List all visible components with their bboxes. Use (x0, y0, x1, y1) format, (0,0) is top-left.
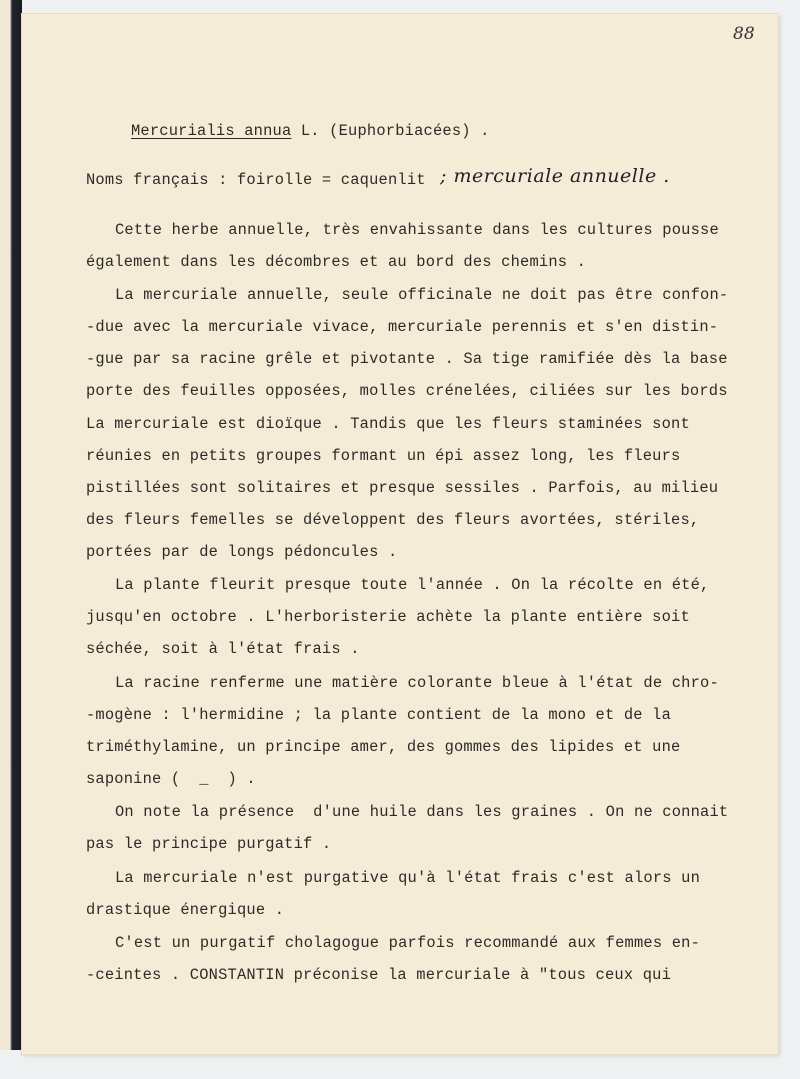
text-line: des fleurs femelles se développent des fleurs avortées, stériles, (86, 511, 700, 529)
french-names-handwritten: ; mercuriale annuelle . (440, 165, 670, 187)
text-line: C'est un purgatif cholagogue parfois recommandé aux femmes en- (115, 934, 701, 952)
book-spine (0, 0, 22, 1050)
text-line: également dans les décombres et au bord des chemins . (86, 253, 587, 271)
text-line: Cette herbe annuelle, très envahissante dans les cultures pousse (115, 221, 719, 239)
page-title (131, 121, 490, 141)
text-line: On note la présence d'une huile dans les graines . On ne connait (115, 803, 729, 821)
text-line: porte des feuilles opposées, molles crénelées, ciliées sur les bords (86, 382, 728, 400)
text-line: La mercuriale est dioïque . Tandis que les fleurs staminées sont (86, 415, 690, 433)
text-line: pas le principe purgatif . (86, 835, 332, 853)
text-line: drastique énergique . (86, 901, 285, 919)
text-line: portées par de longs pédoncules . (86, 543, 398, 561)
text-line: La mercuriale n'est purgative qu'à l'état frais c'est alors un (115, 869, 701, 887)
french-names-typed: Noms français : foirolle = caquenlit (86, 171, 426, 189)
text-line: -mogène : l'hermidine ; la plante contient de la mono et de la (86, 706, 672, 724)
text-line: pistillées sont solitaires et presque sessiles . Parfois, au milieu (86, 479, 719, 497)
text-line: La plante fleurit presque toute l'année . On la récolte en été, (115, 576, 710, 594)
title-family: L. (Euphorbiacées) . (291, 122, 490, 140)
text-line: triméthylamine, un principe amer, des gommes des lipides et une (86, 738, 681, 756)
text-line: réunies en petits groupes formant un épi assez long, les fleurs (86, 447, 681, 465)
text-line: saponine ( _ ) . (86, 770, 256, 788)
text-line: -gue par sa racine grêle et pivotante . Sa tige ramifiée dès la base (86, 350, 728, 368)
text-line: -due avec la mercuriale vivace, mercuriale perennis et s'en distin- (86, 318, 719, 336)
text-line: séchée, soit à l'état frais . (86, 640, 360, 658)
text-line: -ceintes . CONSTANTIN préconise la mercuriale à "tous ceux qui (86, 966, 672, 984)
text-line: jusqu'en octobre . L'herboristerie achète la plante entière soit (86, 608, 690, 626)
text-line: La racine renferme une matière colorante bleue à l'état de chro- (115, 674, 719, 692)
page-number: 88 (733, 24, 755, 44)
text-line: La mercuriale annuelle, seule officinale ne doit pas être confon- (115, 286, 729, 304)
species-name: Mercurialis annua (131, 122, 292, 140)
